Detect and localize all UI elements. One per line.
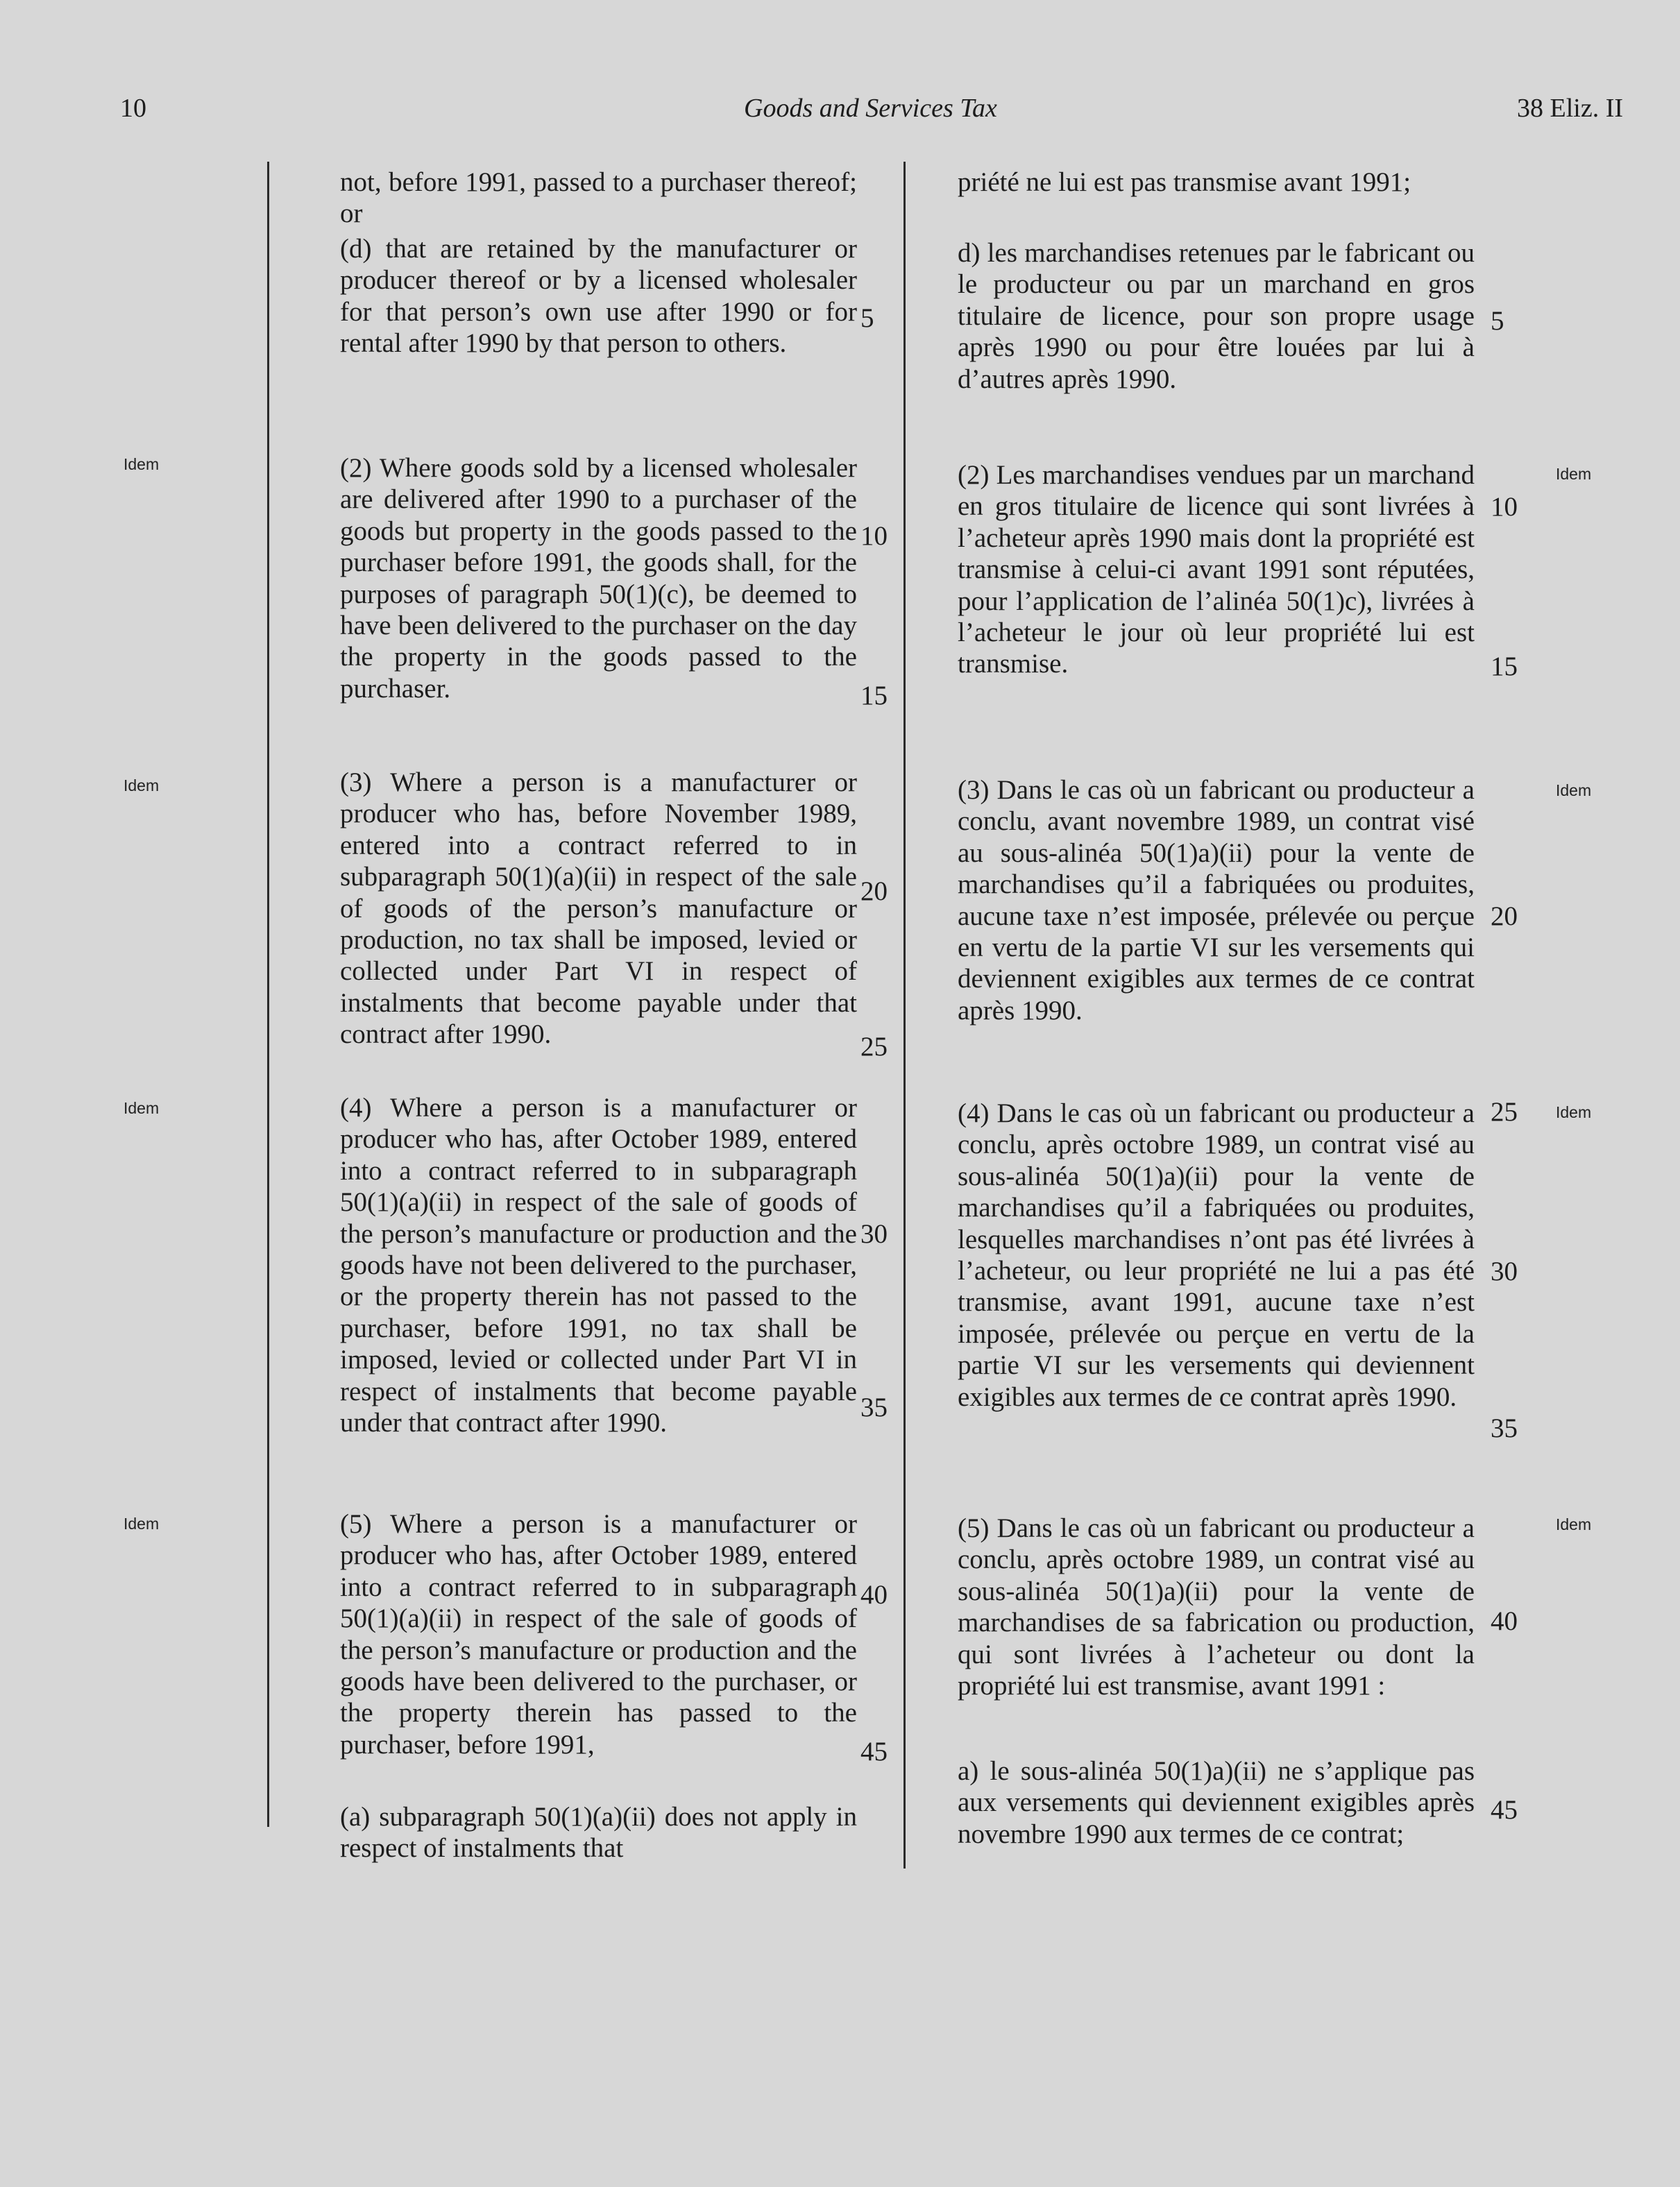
line-number: 35 xyxy=(860,1393,888,1422)
line-number: 35 xyxy=(1491,1413,1518,1443)
line-number: 5 xyxy=(1491,306,1504,336)
line-number: 40 xyxy=(860,1580,888,1610)
margin-note-idem: Idem xyxy=(124,1099,160,1117)
line-number: 25 xyxy=(1491,1097,1518,1127)
page-number: 10 xyxy=(120,94,146,123)
en-subsection-5: (5) Where a person is a manufacturer or producer who has, after October 1989, entered into a contract referred to in subparagraph 50(1)(a)(ii) in respect of the sale of goods of the person’s manufacture or production and the goods have been delivered to the purchaser, or the property therein has passed to the purchaser, before 1991, xyxy=(340,1509,857,1760)
en-para-d-tail: not, before 1991, passed to a purchaser thereof; or xyxy=(340,167,857,229)
fr-subsection-5: (5) Dans le cas où un fabricant ou producteur a conclu, après octobre 1989, un contrat visé au sous-alinéa 50(1)a)(ii) pour la vente de marchandises de sa fabrication ou production, qui sont livrées à l’acheteur ou dont la propriété lui est transmise, avant 1991 : xyxy=(958,1513,1475,1701)
fr-subsection-4: (4) Dans le cas où un fabricant ou producteur a conclu, après octobre 1989, un contrat visé au sous-alinéa 50(1)a)(ii) pour la vente de marchandises qu’il a fabriquées ou produites, lesquelles marchandises n’ont pas été livrées à l’acheteur, ou leur propriété ne lui a pas été transmise, avant 1991, aucune taxe n’est imposée, prélevée ou perçue en vertu de la partie VI sur les versements qui deviennent exigibles aux termes de ce contrat après 1990. xyxy=(958,1098,1475,1412)
line-number: 15 xyxy=(1491,652,1518,681)
fr-para-c-tail: priété ne lui est pas transmise avant 1991; xyxy=(958,167,1411,197)
fr-subsection-3: (3) Dans le cas où un fabricant ou producteur a conclu, avant novembre 1989, un contrat visé au sous-alinéa 50(1)a)(ii) pour la vente de marchandises qu’il a fabriquées ou produites, aucune taxe n’est imposée, prélevée ou perçue en vertu de la partie VI sur les versements qui deviennent exigibles aux termes de ce contrat après 1990. xyxy=(958,775,1475,1026)
running-head: Goods and Services Tax xyxy=(744,94,997,123)
line-number: 10 xyxy=(1491,492,1518,522)
line-number: 20 xyxy=(860,876,888,906)
margin-note-idem: Idem xyxy=(1556,1515,1592,1533)
margin-note-idem: Idem xyxy=(124,1515,160,1533)
line-number: 30 xyxy=(1491,1257,1518,1286)
en-subsection-5-a: (a) subparagraph 50(1)(a)(ii) does not apply in respect of instalments that xyxy=(340,1802,857,1864)
line-number: 20 xyxy=(1491,901,1518,931)
line-number: 30 xyxy=(860,1219,888,1249)
line-number: 5 xyxy=(860,303,874,333)
en-subsection-4: (4) Where a person is a manufacturer or producer who has, after October 1989, entered into a contract referred to in subparagraph 50(1)(a)(ii) in respect of the sale of goods of the person’s manufacture or production and the goods have not been delivered to the purchaser, or the property therein has not passed to the purchaser, before 1991, no tax shall be imposed, levied or collected under Part VI in respect of instalments that become payable under that contract after 1990. xyxy=(340,1093,857,1438)
line-number: 25 xyxy=(860,1032,888,1062)
center-column-rule xyxy=(903,162,906,1869)
fr-subsection-5-a: a) le sous-alinéa 50(1)a)(ii) ne s’applique pas aux versements qui deviennent exigibles après novembre 1990 aux termes de ce contrat; xyxy=(958,1756,1475,1849)
margin-note-idem: Idem xyxy=(1556,781,1592,799)
en-subsection-2: (2) Where goods sold by a licensed wholesaler are delivered after 1990 to a purchaser of the goods but property in the goods passed to the purchaser before 1991, the goods shall, for the purposes of paragraph 50(1)(c), be deemed to have been delivered to the purchaser on the day the property in the goods passed to the purchaser. xyxy=(340,453,857,704)
line-number: 45 xyxy=(860,1737,888,1767)
line-number: 15 xyxy=(860,681,888,710)
margin-note-idem: Idem xyxy=(1556,465,1592,483)
line-number: 45 xyxy=(1491,1795,1518,1825)
margin-note-idem: Idem xyxy=(124,455,160,473)
fr-subsection-2: (2) Les marchandises vendues par un marchand en gros titulaire de licence qui sont livrées à l’acheteur après 1990 mais dont la propriété est transmise à celui-ci avant 1991 sont réputées, pour l’application de l’alinéa 50(1)c), livrées à l’acheteur le jour où leur propriété lui est transmise. xyxy=(958,460,1475,679)
margin-note-idem: Idem xyxy=(124,776,160,794)
fr-para-d: d) les marchandises retenues par le fabricant ou le producteur ou par un marchand en gros titulaire de licence, pour son propre usage après 1990 ou pour être louées par lui à d’autres après 1990. xyxy=(958,238,1475,394)
regnal-year: 38 Eliz. II xyxy=(1517,94,1624,123)
en-para-d: (d) that are retained by the manufacturer or producer thereof or by a licensed wholesaler for that person’s own use after 1990 or for rental after 1990 by that person to others. xyxy=(340,234,857,359)
margin-note-idem: Idem xyxy=(1556,1103,1592,1121)
left-column-rule xyxy=(267,162,269,1827)
en-subsection-3: (3) Where a person is a manufacturer or producer who has, before November 1989, entered into a contract referred to in subparagraph 50(1)(a)(ii) in respect of the sale of goods of the person’s manufacture or production, no tax shall be imposed, levied or collected under Part VI in respect of instalments that become payable under that contract after 1990. xyxy=(340,767,857,1050)
line-number: 40 xyxy=(1491,1606,1518,1636)
line-number: 10 xyxy=(860,521,888,551)
